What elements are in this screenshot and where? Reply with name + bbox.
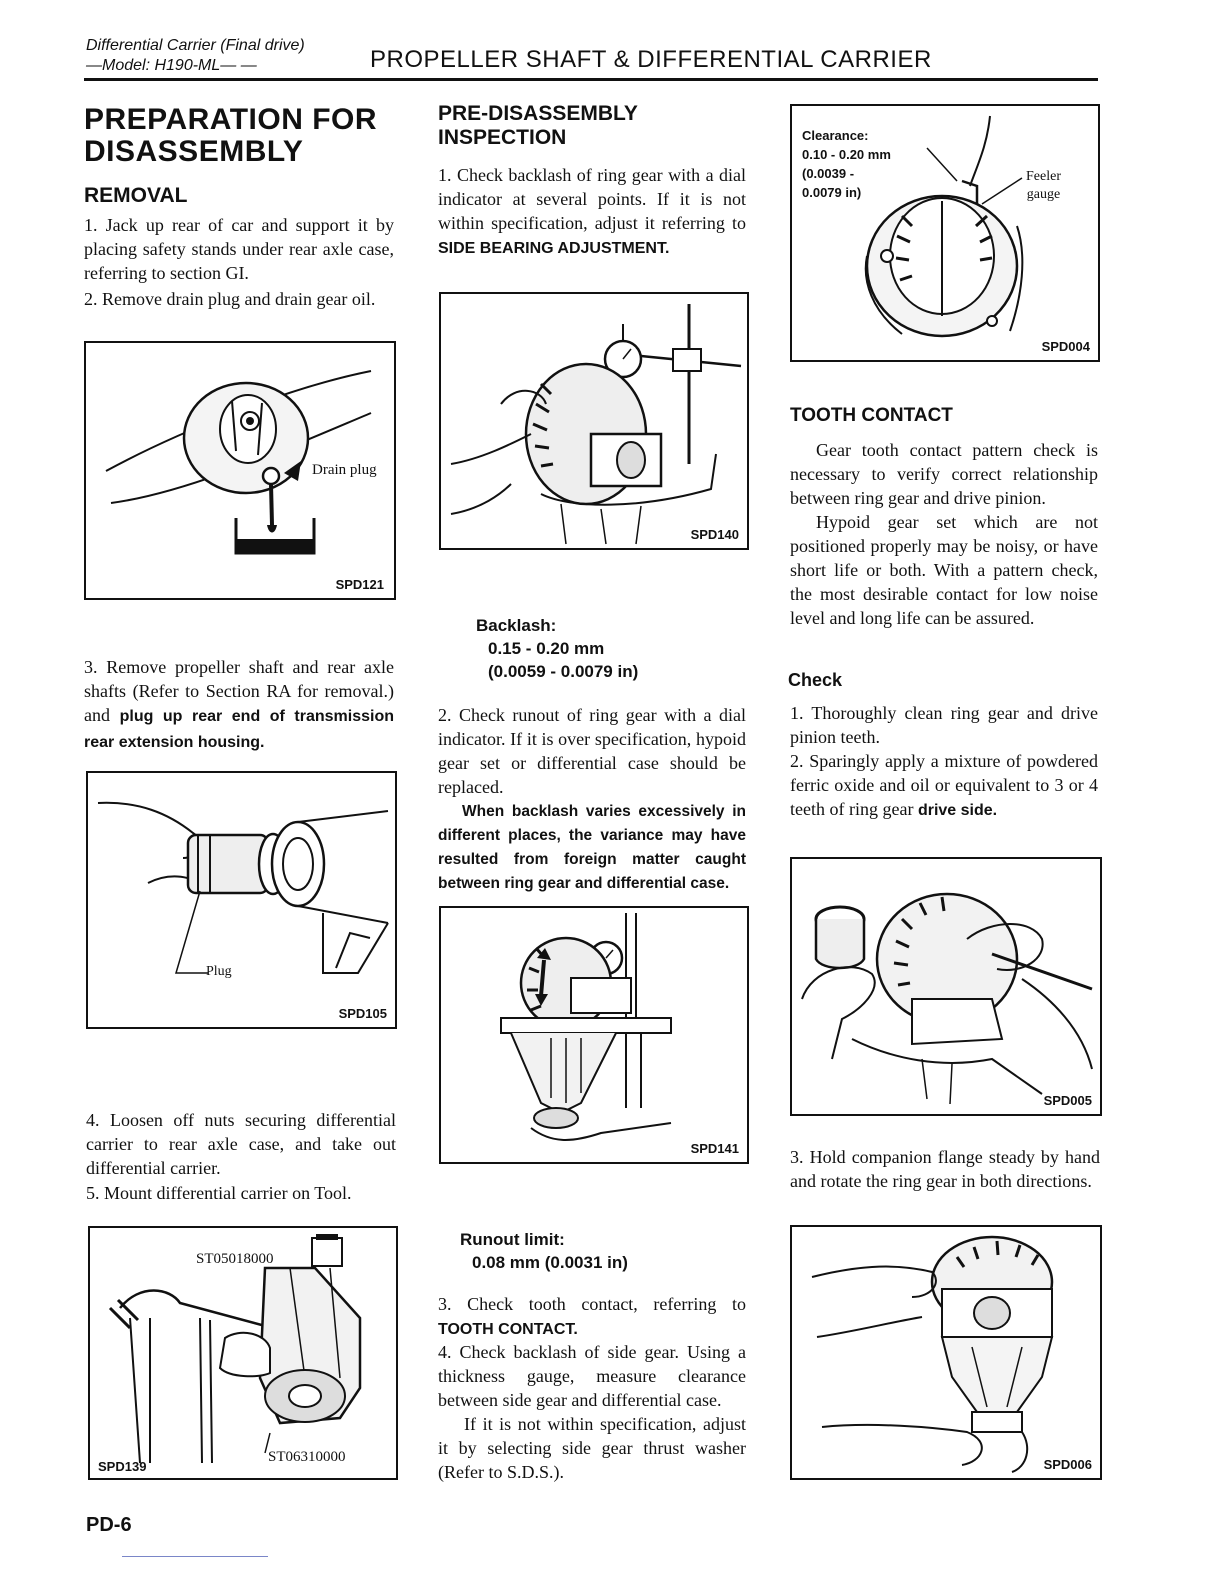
clearance-value-in-1: (0.0039 -: [802, 166, 855, 181]
section-heading-pre-disassembly: PRE-DISASSEMBLY INSPECTION: [438, 102, 638, 149]
clearance-spec: [802, 126, 891, 202]
apply-compound-illustration: [792, 859, 1100, 1114]
backlash-variance-note: When backlash varies excessively in different places, the variance may have resulted from foreign matter caught between ring gear and differential case.: [438, 803, 746, 892]
backlash-spec: [476, 614, 638, 683]
figure-plug: [86, 771, 397, 1029]
section-heading-preparation: PREPARATION FOR DISASSEMBLY: [84, 103, 378, 168]
plug-label: Plug: [206, 964, 232, 979]
figure-code-spd105: SPD105: [338, 1006, 387, 1021]
runout-spec-label: Runout limit:: [460, 1230, 565, 1249]
plug-illustration: [88, 773, 395, 1027]
clearance-value-in-2: 0.0079 in): [802, 185, 862, 200]
page-number: PD-6: [86, 1514, 132, 1536]
subheading-check: Check: [788, 670, 843, 690]
clearance-label: Clearance:: [802, 128, 869, 143]
runout-check-illustration: [441, 908, 747, 1162]
figure-code-spd121: SPD121: [335, 577, 384, 592]
check-step-3: 3. Hold companion flange steady by hand and rotate the ring gear in both directions.: [790, 1147, 1100, 1191]
figure-code-spd004: SPD004: [1041, 339, 1090, 354]
footer-rule: [122, 1556, 268, 1557]
inspection-step-3-text: 3. Check tooth contact, referring to: [438, 1294, 746, 1314]
inspection-step-2: 2. Check runout of ring gear with a dial indicator. If it is over specification, hypoid gear set or differential case should be replaced.: [438, 705, 746, 797]
backlash-spec-label: Backlash:: [476, 616, 557, 635]
inspection-step-1: [438, 163, 746, 261]
inspection-step-4-adjust: If it is not within specification, adjust it by selecting side gear thrust washer (Refer to S.D.S.).: [438, 1414, 746, 1482]
removal-step-3-bold: plug up rear end of transmission rear extension housing.: [84, 708, 394, 751]
figure-runout-check: [439, 906, 749, 1164]
removal-step-3: [84, 655, 394, 755]
header-model-line: —Model: H190-ML— —: [86, 57, 257, 74]
inspection-step-3-bold: TOOTH CONTACT.: [438, 1321, 578, 1338]
header-section-line: Differential Carrier (Final drive): [86, 37, 305, 54]
removal-step-5: 5. Mount differential carrier on Tool.: [86, 1183, 352, 1203]
check-step-2-bold: drive side.: [917, 802, 998, 819]
figure-rotate-ring-gear: [790, 1225, 1102, 1480]
figure-side-gear-clearance: [790, 104, 1100, 362]
figure-drain-plug: [84, 341, 396, 600]
removal-step-4: 4. Loosen off nuts securing differential carrier to rear axle case, and take out differential carrier.: [86, 1110, 396, 1178]
tool-label-st06310000: ST06310000: [268, 1449, 346, 1465]
inspection-step-4: 4. Check backlash of side gear. Using a thickness gauge, measure clearance between side gear and differential case.: [438, 1342, 746, 1410]
feeler-gauge-label-line2: gauge: [1026, 187, 1061, 202]
feeler-gauge-label: [1026, 168, 1061, 204]
runout-spec-value: 0.08 mm (0.0031 in): [472, 1253, 628, 1272]
clearance-value-mm: 0.10 - 0.20 mm: [802, 147, 891, 162]
removal-step-2: 2. Remove drain plug and drain gear oil.: [84, 289, 376, 309]
backlash-spec-value-in: (0.0059 - 0.0079 in): [488, 662, 639, 681]
inspection-step-3: [438, 1292, 746, 1342]
feeler-gauge-label-line1: Feeler: [1026, 169, 1061, 184]
check-step-1: 1. Thoroughly clean ring gear and drive pinion teeth.: [790, 703, 1098, 747]
figure-code-spd140: SPD140: [690, 527, 739, 542]
check-step-2-text: 2. Sparingly apply a mixture of powdered ferric oxide and oil or equivalent to 3 or 4 teeth of ring gear: [790, 751, 1098, 819]
check-step-2: [790, 749, 1098, 823]
header-rule: [84, 78, 1098, 81]
removal-step-1: 1. Jack up rear of car and support it by placing safety stands under rear axle case, referring to section GI.: [84, 215, 394, 283]
header-model: [86, 36, 305, 76]
inspection-step-1-text: 1. Check backlash of ring gear with a dial indicator at several points. If it is not within specification, adjust it referring to: [438, 165, 746, 233]
backlash-spec-value-mm: 0.15 - 0.20 mm: [488, 639, 605, 658]
subheading-removal: REMOVAL: [84, 184, 188, 207]
runout-spec: [460, 1228, 628, 1274]
page-header-title: PROPELLER SHAFT & DIFFERENTIAL CARRIER: [370, 46, 932, 73]
figure-apply-compound: [790, 857, 1102, 1116]
figure-backlash-check: [439, 292, 749, 550]
backlash-check-illustration: [441, 294, 747, 548]
section-heading-tooth-contact: TOOTH CONTACT: [790, 405, 953, 426]
rotate-ring-gear-illustration: [792, 1227, 1100, 1478]
figure-code-spd005: SPD005: [1043, 1093, 1092, 1108]
tooth-contact-para-2: Hypoid gear set which are not positioned properly may be noisy, or have short life or both. With a pattern check, the most desirable contact for low noise level and long life can be assured.: [790, 512, 1098, 628]
figure-code-spd006: SPD006: [1043, 1457, 1092, 1472]
removal-step-3-text: 3. Remove propeller shaft and rear axle shafts (Refer to Section RA for removal.) and: [84, 657, 394, 725]
tooth-contact-para-1: Gear tooth contact pattern check is necessary to verify correct relationship between ring gear and drive pinion.: [790, 440, 1098, 508]
figure-code-spd141: SPD141: [690, 1141, 739, 1156]
tool-label-st05018000: ST05018000: [196, 1251, 274, 1267]
figure-mount-tool: [88, 1226, 398, 1480]
drain-plug-label: Drain plug: [312, 462, 377, 478]
figure-code-spd139: SPD139: [98, 1459, 147, 1474]
inspection-step-1-bold: SIDE BEARING ADJUSTMENT.: [438, 240, 670, 257]
